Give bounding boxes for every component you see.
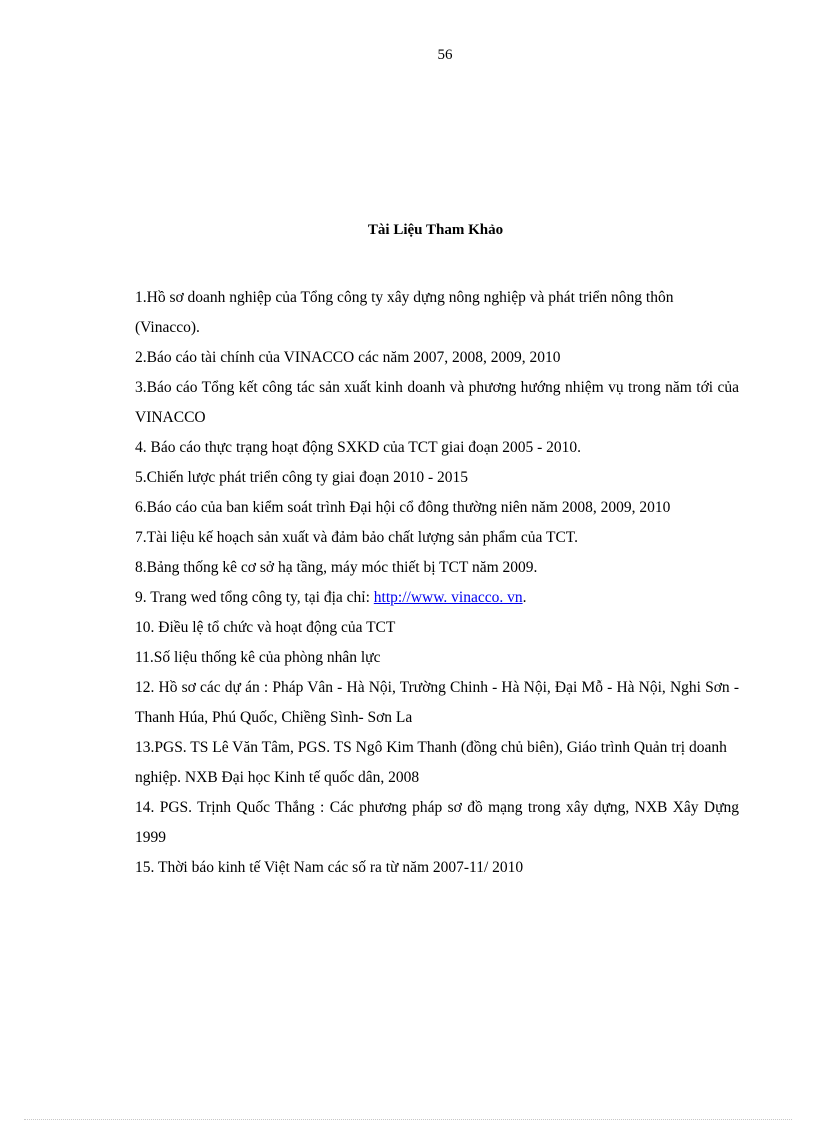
website-link[interactable]: http://www. vinacco. vn <box>373 589 523 606</box>
reference-item <box>135 373 739 433</box>
reference-item <box>135 853 739 883</box>
reference-text: 14. PGS. Trịnh Quốc Thắng : Các phương pháp sơ đồ mạng trong xây dựng, NXB Xây Dựng 1999 <box>135 799 739 846</box>
reference-item <box>135 283 739 343</box>
reference-item <box>135 733 739 793</box>
reference-list <box>135 283 739 883</box>
page-bottom-divider <box>24 1119 792 1120</box>
reference-item <box>135 433 739 463</box>
reference-item <box>135 523 739 553</box>
reference-text: 10. Điều lệ tổ chức và hoạt động của TCT <box>135 619 396 636</box>
reference-text: 7.Tài liệu kế hoạch sản xuất và đảm bảo chất lượng sản phẩm của TCT. <box>135 529 578 546</box>
reference-suffix: . <box>522 589 527 606</box>
reference-text: 11.Số liệu thống kê của phòng nhân lực <box>135 649 381 666</box>
reference-text: 9. Trang wed tổng công ty, tại địa chỉ: <box>135 589 374 606</box>
reference-text: 15. Thời báo kinh tế Việt Nam các số ra từ năm 2007-11/ 2010 <box>135 859 524 876</box>
reference-item <box>135 613 739 643</box>
reference-item <box>135 793 739 853</box>
reference-text: 6.Báo cáo của ban kiểm soát trình Đại hội cổ đông thường niên năm 2008, 2009, 2010 <box>135 499 671 516</box>
reference-item <box>135 463 739 493</box>
reference-item <box>135 583 739 613</box>
reference-item <box>135 493 739 523</box>
reference-text: 3.Báo cáo Tổng kết công tác sản xuất kinh doanh và phương hướng nhiệm vụ trong năm tới của VINACCO <box>135 379 739 426</box>
reference-text: 12. Hồ sơ các dự án : Pháp Vân - Hà Nội, Trường Chinh - Hà Nội, Đại Mỗ - Hà Nội, Nghi Sơn - Thanh Húa, Phú Quốc, Chiềng Sình- Sơn La <box>135 679 739 726</box>
reference-text: 2.Báo cáo tài chính của VINACCO các năm 2007, 2008, 2009, 2010 <box>135 349 561 366</box>
reference-text: 1.Hồ sơ doanh nghiệp của Tổng công ty xây dựng nông nghiệp và phát triển nông thôn (Vinacco). <box>135 289 674 336</box>
page-title: Tài Liệu Tham Khảo <box>367 222 504 238</box>
reference-item <box>135 643 739 673</box>
reference-text: 13.PGS. TS Lê Văn Tâm, PGS. TS Ngô Kim Thanh (đồng chủ biên), Giáo trình Quản trị doanh nghiệp. NXB Đại học Kinh tế quốc dân, 2008 <box>135 739 727 786</box>
reference-item <box>135 343 739 373</box>
reference-item <box>135 673 739 733</box>
reference-item <box>135 553 739 583</box>
reference-text: 5.Chiến lược phát triển công ty giai đoạn 2010 - 2015 <box>135 469 468 486</box>
reference-text: 4. Báo cáo thực trạng hoạt động SXKD của TCT giai đoạn 2005 - 2010. <box>135 439 582 456</box>
reference-text: 8.Bảng thống kê cơ sở hạ tầng, máy móc thiết bị TCT năm 2009. <box>135 559 538 576</box>
page-number: 56 <box>437 47 453 63</box>
